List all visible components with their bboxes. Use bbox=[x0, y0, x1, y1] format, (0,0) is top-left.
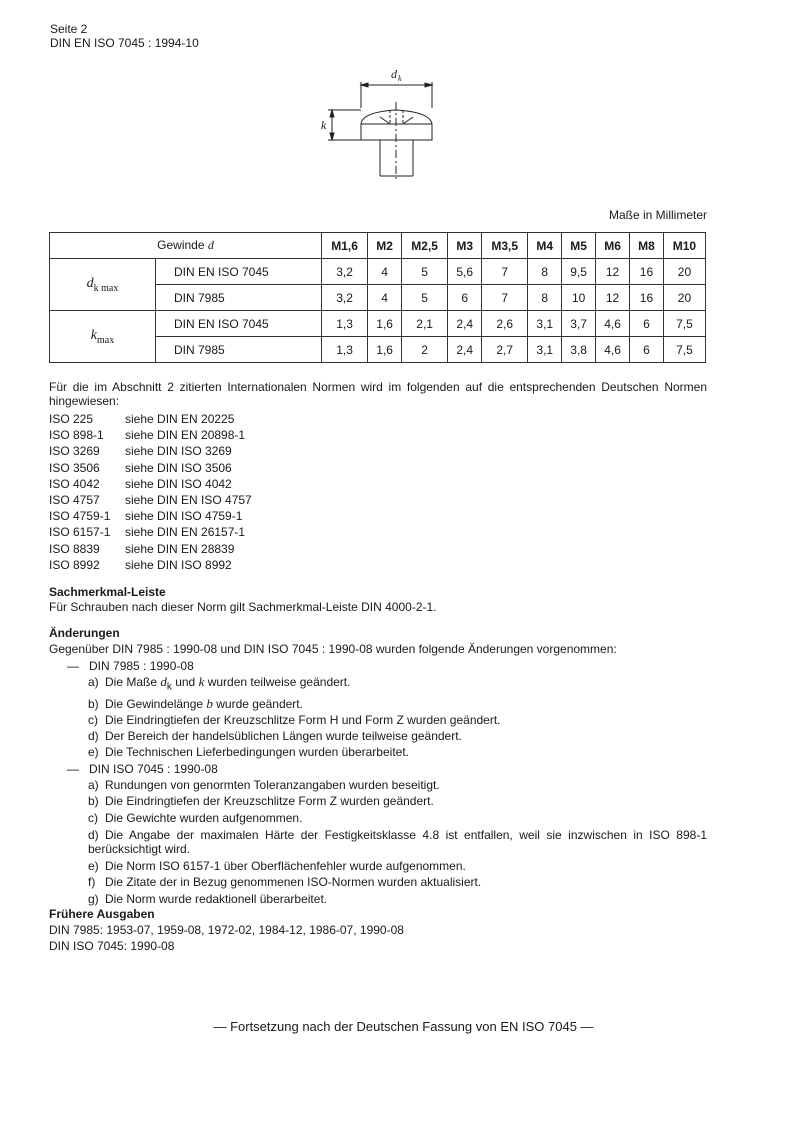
aenderungen-section bbox=[49, 625, 707, 907]
standard-name: DIN EN ISO 7045 bbox=[156, 311, 322, 337]
value-cell: 16 bbox=[630, 259, 664, 285]
list-item: ISO 8992 siehe DIN ISO 8992 bbox=[49, 557, 232, 572]
size-header: M5 bbox=[562, 233, 596, 259]
page-header bbox=[50, 22, 199, 50]
list-item: — DIN ISO 7045 : 1990-08 bbox=[67, 761, 218, 776]
value-cell: 3,2 bbox=[322, 285, 368, 311]
list-item: e) Die Technischen Lieferbedingungen wurden überarbeitet. bbox=[88, 745, 409, 760]
value-cell: 16 bbox=[630, 285, 664, 311]
size-header: M10 bbox=[663, 233, 705, 259]
value-cell: 12 bbox=[596, 285, 630, 311]
list-item: ISO 4757 siehe DIN EN ISO 4757 bbox=[49, 493, 252, 508]
value-cell: 20 bbox=[663, 285, 705, 311]
reference-intro: Für die im Abschnitt 2 zitierten Internationalen Normen wird im folgenden auf die entsprechenden Deutschen Normen hingewiesen: bbox=[49, 380, 707, 408]
section-text: DIN ISO 7045: 1990-08 bbox=[49, 939, 175, 953]
list-item: ISO 8839 siehe DIN EN 28839 bbox=[49, 541, 235, 556]
standard-name: DIN 7985 bbox=[156, 285, 322, 311]
size-header: M1,6 bbox=[322, 233, 368, 259]
list-item: d) Die Angabe der maximalen Härte der Festigkeitsklasse 4.8 ist entfallen, weil sie inzwischen in ISO 898-1 berücksichtigt wird. bbox=[88, 827, 707, 856]
value-cell: 4 bbox=[368, 285, 402, 311]
list-item: ISO 225 siehe DIN EN 20225 bbox=[49, 412, 235, 426]
standard-id: DIN EN ISO 7045 : 1994-10 bbox=[50, 36, 199, 50]
value-cell: 3,7 bbox=[562, 311, 596, 337]
list-item: b) Die Gewindelänge b wurde geändert. bbox=[88, 695, 303, 711]
value-cell: 2 bbox=[402, 337, 448, 363]
value-cell: 1,3 bbox=[322, 311, 368, 337]
value-cell: 6 bbox=[630, 337, 664, 363]
list-item: c) Die Eindringtiefen der Kreuzschlitze Form H und Form Z wurden geändert. bbox=[88, 712, 501, 727]
list-item: c) Die Gewichte wurden aufgenommen. bbox=[88, 810, 303, 825]
value-cell: 1,6 bbox=[368, 337, 402, 363]
value-cell: 5 bbox=[402, 259, 448, 285]
section-heading: Änderungen bbox=[49, 626, 120, 640]
section-heading: Sachmerkmal-Leiste bbox=[49, 585, 166, 599]
value-cell: 3,8 bbox=[562, 337, 596, 363]
value-cell: 1,6 bbox=[368, 311, 402, 337]
value-cell: 8 bbox=[528, 285, 562, 311]
value-cell: 2,4 bbox=[448, 337, 482, 363]
list-item: f) Die Zitate der in Bezug genommenen ISO-Normen wurden aktualisiert. bbox=[88, 875, 482, 890]
size-header: M4 bbox=[528, 233, 562, 259]
value-cell: 4,6 bbox=[596, 311, 630, 337]
list-item: g) Die Norm wurde redaktionell überarbeitet. bbox=[88, 891, 328, 906]
value-cell: 4 bbox=[368, 259, 402, 285]
list-item: ISO 4759-1 siehe DIN ISO 4759-1 bbox=[49, 509, 243, 524]
dk-max-symbol: $d_{k max}$ bbox=[50, 259, 156, 311]
section-text: Für Schrauben nach dieser Norm gilt Sachmerkmal-Leiste DIN 4000-2-1. bbox=[49, 600, 437, 614]
section-text: DIN 7985: 1953-07, 1959-08, 1972-02, 1984-12, 1986-07, 1990-08 bbox=[49, 923, 404, 937]
list-item: ISO 3269 siehe DIN ISO 3269 bbox=[49, 444, 232, 459]
value-cell: 5,6 bbox=[448, 259, 482, 285]
value-cell: 8 bbox=[528, 259, 562, 285]
reference-list bbox=[49, 411, 252, 573]
section-intro: Gegenüber DIN 7985 : 1990-08 und DIN ISO 7045 : 1990-08 wurden folgende Änderungen vorgenommen: bbox=[49, 642, 617, 657]
value-cell: 7 bbox=[482, 259, 528, 285]
standard-name: DIN EN ISO 7045 bbox=[156, 259, 322, 285]
table-row bbox=[50, 259, 706, 285]
list-item: a) Rundungen von genormten Toleranzangaben wurden beseitigt. bbox=[88, 778, 440, 793]
value-cell: 1,3 bbox=[322, 337, 368, 363]
size-header: M2,5 bbox=[402, 233, 448, 259]
table-row bbox=[50, 311, 706, 337]
list-item: — DIN 7985 : 1990-08 bbox=[67, 658, 194, 673]
units-note: Maße in Millimeter bbox=[608, 208, 707, 222]
section-heading: Frühere Ausgaben bbox=[49, 907, 155, 921]
list-item: a) Die Maße $d_k$ und k wurden teilweise geändert. bbox=[88, 673, 351, 693]
value-cell: 3,2 bbox=[322, 259, 368, 285]
value-cell: 5 bbox=[402, 285, 448, 311]
value-cell: 3,1 bbox=[528, 337, 562, 363]
continuation-note: — Fortsetzung nach der Deutschen Fassung von EN ISO 7045 — bbox=[213, 1019, 594, 1034]
list-item: b) Die Eindringtiefen der Kreuzschlitze Form Z wurden geändert. bbox=[88, 794, 434, 809]
sachmerkmal-section bbox=[49, 585, 437, 615]
value-cell: 9,5 bbox=[562, 259, 596, 285]
standard-name: DIN 7985 bbox=[156, 337, 322, 363]
dimensions-table bbox=[49, 232, 706, 363]
value-cell: 6 bbox=[448, 285, 482, 311]
value-cell: 7,5 bbox=[663, 311, 705, 337]
value-cell: 2,6 bbox=[482, 311, 528, 337]
size-header: M8 bbox=[630, 233, 664, 259]
page-number: Seite 2 bbox=[50, 22, 88, 36]
thread-header: Gewinde d bbox=[50, 233, 322, 259]
value-cell: 10 bbox=[562, 285, 596, 311]
list-item: ISO 898-1 siehe DIN EN 20898-1 bbox=[49, 428, 246, 443]
value-cell: 12 bbox=[596, 259, 630, 285]
value-cell: 2,7 bbox=[482, 337, 528, 363]
fruehere-section bbox=[49, 906, 404, 954]
size-header: M6 bbox=[596, 233, 630, 259]
list-item: e) Die Norm ISO 6157-1 über Oberflächenfehler wurde aufgenommen. bbox=[88, 858, 466, 873]
k-max-symbol: $k_{max}$ bbox=[50, 311, 156, 363]
value-cell: 4,6 bbox=[596, 337, 630, 363]
k-label: k bbox=[321, 118, 327, 132]
size-header: M3 bbox=[448, 233, 482, 259]
value-cell: 20 bbox=[663, 259, 705, 285]
list-item: ISO 6157-1 siehe DIN EN 26157-1 bbox=[49, 525, 246, 540]
size-header: M2 bbox=[368, 233, 402, 259]
list-item: ISO 3506 siehe DIN ISO 3506 bbox=[49, 460, 232, 475]
list-item: ISO 4042 siehe DIN ISO 4042 bbox=[49, 476, 232, 491]
value-cell: 7,5 bbox=[663, 337, 705, 363]
value-cell: 2,1 bbox=[402, 311, 448, 337]
table-header-row bbox=[50, 233, 706, 259]
dk-label: d bbox=[391, 68, 397, 81]
value-cell: 7 bbox=[482, 285, 528, 311]
value-cell: 2,4 bbox=[448, 311, 482, 337]
dk-label-sub: k bbox=[398, 74, 402, 83]
screw-drawing bbox=[318, 68, 448, 183]
list-item: d) Der Bereich der handelsüblichen Längen wurde teilweise geändert. bbox=[88, 729, 462, 744]
value-cell: 3,1 bbox=[528, 311, 562, 337]
value-cell: 6 bbox=[630, 311, 664, 337]
size-header: M3,5 bbox=[482, 233, 528, 259]
